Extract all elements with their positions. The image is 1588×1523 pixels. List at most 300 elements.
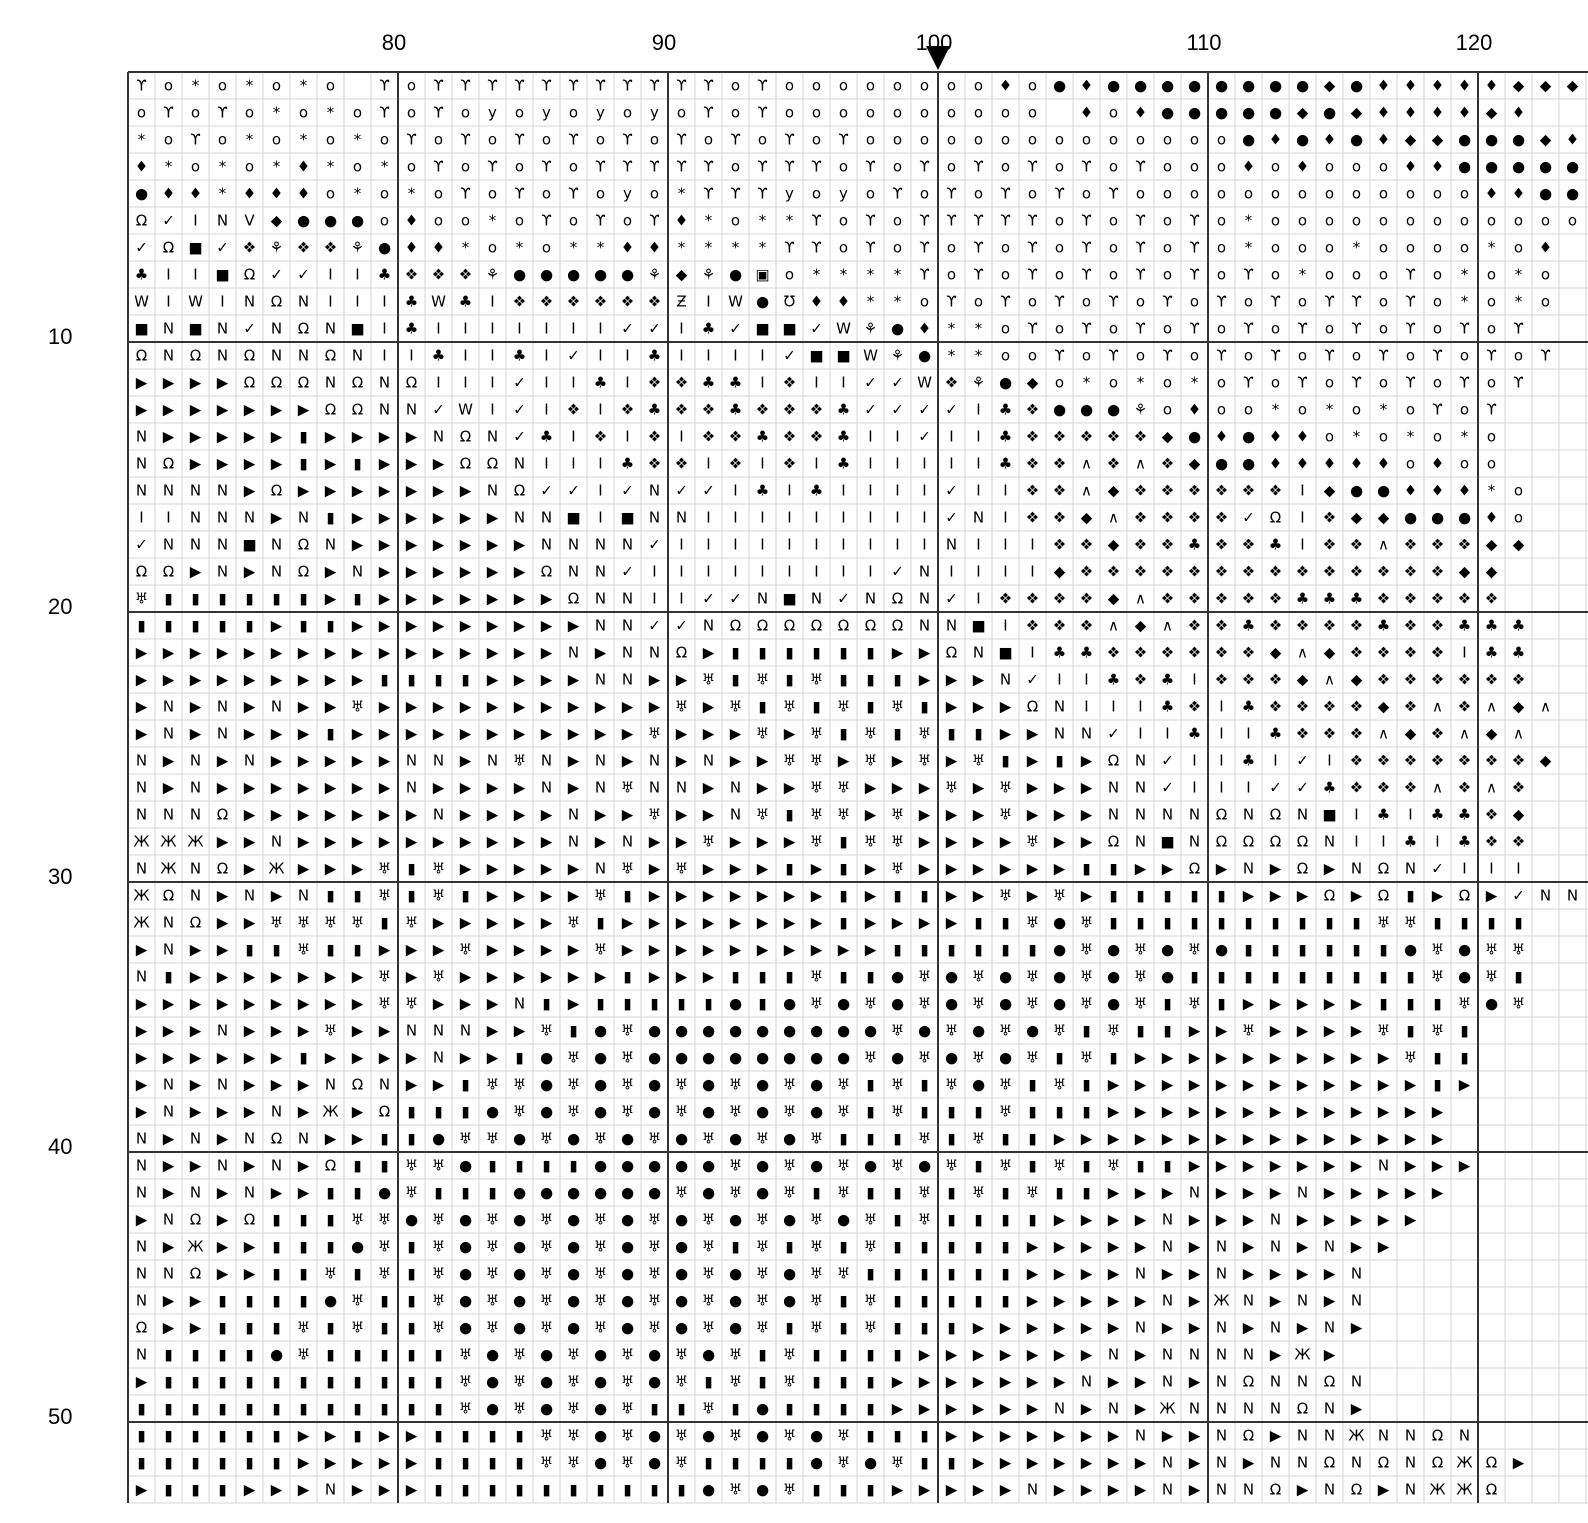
grid-symbol: ❖ [1161,590,1174,608]
grid-symbol: ▶ [1351,1076,1363,1094]
grid-symbol: ♅ [432,1238,445,1256]
grid-symbol: ♣ [1053,644,1066,662]
grid-symbol: ♅ [864,1292,877,1310]
grid-symbol: o [1055,158,1064,176]
grid-symbol: ▶ [136,1211,148,1229]
grid-symbol: * [1407,428,1415,446]
grid-symbol: ◆ [1513,698,1525,716]
grid-symbol: ● [891,968,904,986]
grid-symbol: ▮ [839,1400,847,1418]
grid-symbol: ▶ [325,698,337,716]
grid-symbol: ♅ [432,1319,445,1337]
grid-symbol: ▮ [407,887,415,905]
grid-symbol: ▶ [514,833,526,851]
grid-symbol: ▶ [298,1076,310,1094]
grid-symbol: ♦ [1377,455,1390,473]
grid-symbol: ♅ [945,779,958,797]
grid-symbol: N [271,1103,282,1121]
grid-symbol: ▶ [190,563,202,581]
grid-symbol: N [163,1103,174,1121]
grid-symbol: ● [1323,104,1336,122]
grid-symbol: ▶ [622,725,634,743]
grid-symbol: N [622,536,633,554]
grid-symbol: Ω [1459,887,1470,905]
grid-symbol: o [1298,239,1307,257]
grid-symbol: ● [621,1265,634,1283]
grid-symbol: ▶ [1432,1130,1444,1148]
grid-symbol: ▮ [920,698,928,716]
grid-symbol: ▶ [1243,1238,1255,1256]
grid-symbol: ▶ [1000,1454,1012,1472]
grid-symbol: ▮ [731,671,739,689]
grid-symbol: ● [864,1454,877,1472]
grid-symbol: ▮ [947,1103,955,1121]
grid-symbol: ▶ [1405,1076,1417,1094]
grid-symbol: ❖ [1134,536,1147,554]
grid-symbol: ❖ [459,266,472,284]
grid-symbol: ▶ [487,563,499,581]
grid-symbol: o [1109,158,1118,176]
grid-symbol: ▮ [758,1454,766,1472]
grid-symbol: ▶ [1108,1481,1120,1499]
grid-symbol: ▮ [515,1427,523,1445]
grid-symbol: ✓ [243,320,256,338]
grid-symbol: ▶ [460,1049,472,1067]
grid-symbol: ▶ [1324,1184,1336,1202]
grid-symbol: ▶ [1270,1427,1282,1445]
grid-symbol: o [1379,212,1388,230]
grid-symbol: ▮ [1244,914,1252,932]
grid-symbol: N [1216,1319,1227,1337]
grid-symbol: ▶ [1243,995,1255,1013]
grid-symbol: I [814,374,818,392]
grid-symbol: ϒ [1216,293,1226,311]
grid-symbol: ❖ [1350,536,1363,554]
grid-symbol: Ω [1351,1481,1362,1499]
grid-symbol: ▮ [542,995,550,1013]
grid-symbol: ● [1053,914,1066,932]
grid-symbol: ϒ [541,77,551,95]
grid-symbol: N [271,833,282,851]
grid-symbol: ▶ [487,725,499,743]
grid-symbol: ϒ [1459,320,1469,338]
grid-symbol: I [706,293,710,311]
grid-symbol: ● [837,1211,850,1229]
grid-symbol: o [1568,212,1577,230]
grid-symbol: ● [594,1373,607,1391]
grid-symbol: ▶ [217,968,229,986]
grid-symbol: ▮ [353,1400,361,1418]
grid-symbol: N [1216,1427,1227,1445]
grid-symbol: * [219,185,227,203]
grid-symbol: ϒ [1486,401,1496,419]
grid-symbol: ▶ [919,1373,931,1391]
grid-symbol: I [733,347,737,365]
grid-symbol: ♅ [837,1265,850,1283]
grid-symbol: ♅ [945,1157,958,1175]
grid-symbol: y [542,104,551,122]
grid-symbol: ■ [755,320,769,338]
grid-symbol: Ω [1378,860,1389,878]
grid-symbol: ▶ [1000,1481,1012,1499]
grid-symbol: ♅ [378,995,391,1013]
grid-symbol: ▶ [433,563,445,581]
grid-symbol: N [1162,1481,1173,1499]
grid-symbol: ♅ [405,914,418,932]
grid-symbol: ▶ [730,725,742,743]
grid-symbol: ♅ [1080,941,1093,959]
grid-symbol: ♦ [1296,158,1309,176]
grid-symbol: ● [1566,185,1579,203]
grid-symbol: o [488,131,497,149]
grid-symbol: ϒ [622,77,632,95]
grid-symbol: Ω [487,455,498,473]
grid-symbol: ▶ [1081,779,1093,797]
grid-symbol: ● [621,1130,634,1148]
grid-symbol: ϒ [514,131,524,149]
grid-symbol: ♅ [891,698,904,716]
grid-symbol: Ж [1213,1292,1229,1310]
grid-symbol: ♦ [1431,104,1444,122]
grid-symbol: o [731,212,740,230]
grid-symbol: o [1082,185,1091,203]
grid-symbol: ϒ [1027,239,1037,257]
grid-symbol: N [595,860,606,878]
grid-symbol: ∧ [1108,617,1119,635]
grid-symbol: ▶ [298,644,310,662]
grid-symbol: ▮ [1190,887,1198,905]
grid-symbol: I [328,293,332,311]
grid-symbol: I [706,509,710,527]
grid-symbol: ▶ [676,725,688,743]
grid-symbol: ● [540,1373,553,1391]
grid-symbol: ♅ [405,995,418,1013]
grid-symbol: ♅ [864,725,877,743]
grid-symbol: ▮ [1298,941,1306,959]
grid-symbol: ◆ [1297,671,1309,689]
grid-symbol: ▶ [1189,1427,1201,1445]
grid-symbol: ▶ [676,833,688,851]
grid-symbol: ♅ [675,698,688,716]
grid-symbol: ▮ [488,1454,496,1472]
grid-symbol: ● [594,1184,607,1202]
grid-symbol: * [327,104,335,122]
grid-symbol: ▶ [352,1022,364,1040]
grid-symbol: ♅ [621,860,634,878]
grid-symbol: ♅ [999,779,1012,797]
grid-symbol: ❖ [675,374,688,392]
grid-symbol: ❖ [1458,671,1471,689]
grid-symbol: ϒ [487,77,497,95]
grid-symbol: ▶ [1351,1157,1363,1175]
grid-symbol: ♅ [297,1346,310,1364]
grid-symbol: N [379,1076,390,1094]
grid-symbol: ϒ [541,212,551,230]
grid-symbol: ▶ [1027,779,1039,797]
grid-symbol: ▮ [434,1400,442,1418]
grid-symbol: ▶ [676,752,688,770]
grid-symbol: ✓ [135,239,148,257]
grid-symbol: ♅ [783,1427,796,1445]
grid-symbol: ϒ [1351,320,1361,338]
grid-symbol: ❖ [1026,428,1039,446]
grid-symbol: ▮ [272,1454,280,1472]
grid-symbol: N [1162,1454,1173,1472]
grid-symbol: N [379,401,390,419]
grid-symbol: ◆ [1540,77,1552,95]
grid-symbol: ♅ [783,1373,796,1391]
grid-symbol: ▶ [352,509,364,527]
grid-symbol: ▶ [163,995,175,1013]
grid-symbol: ϒ [433,158,443,176]
grid-symbol: ▶ [1081,1454,1093,1472]
grid-symbol: o [1109,212,1118,230]
grid-symbol: ▶ [1054,1427,1066,1445]
grid-symbol: ❖ [1026,482,1039,500]
grid-symbol: Ω [865,617,876,635]
grid-symbol: ▶ [865,941,877,959]
grid-symbol: ● [1242,428,1255,446]
grid-symbol: ▶ [973,1400,985,1418]
grid-symbol: N [946,536,957,554]
grid-symbol: ◆ [1513,536,1525,554]
grid-symbol: ● [1215,104,1228,122]
grid-symbol: ♅ [729,1373,742,1391]
grid-symbol: ▶ [217,1103,229,1121]
grid-symbol: N [1162,1346,1173,1364]
grid-symbol: I [625,428,629,446]
grid-symbol: ♦ [1377,104,1390,122]
grid-symbol: N [271,347,282,365]
grid-symbol: ▶ [190,968,202,986]
grid-symbol: ▶ [1189,1130,1201,1148]
grid-symbol: ❖ [783,401,796,419]
grid-symbol: ♦ [1080,77,1093,95]
grid-symbol: N [1378,1427,1389,1445]
grid-symbol: ❖ [1458,779,1471,797]
grid-symbol: ▶ [1054,1211,1066,1229]
grid-symbol: ▶ [433,725,445,743]
grid-symbol: N [136,1238,147,1256]
grid-symbol: ▮ [488,1427,496,1445]
grid-symbol: ▶ [1351,1103,1363,1121]
grid-symbol: ♅ [432,1265,445,1283]
grid-symbol: I [193,212,197,230]
grid-symbol: ▮ [326,1400,334,1418]
grid-symbol: ϒ [514,185,524,203]
grid-symbol: ❖ [702,428,715,446]
grid-symbol: ▶ [973,1346,985,1364]
grid-symbol: ϒ [1405,293,1415,311]
grid-symbol: ♅ [540,1265,553,1283]
grid-symbol: ▶ [190,1022,202,1040]
grid-symbol: ▶ [460,860,472,878]
grid-symbol: ▮ [947,1211,955,1229]
grid-symbol: ■ [998,644,1012,662]
grid-symbol: ▮ [839,1481,847,1499]
grid-symbol: ▶ [865,806,877,824]
grid-symbol: ϒ [568,185,578,203]
grid-symbol: N [1243,806,1254,824]
grid-symbol: ♦ [1296,455,1309,473]
grid-symbol: ▮ [245,941,253,959]
grid-symbol: o [1271,320,1280,338]
grid-symbol: ϒ [460,131,470,149]
grid-symbol: ❖ [1053,536,1066,554]
grid-symbol: ▶ [325,455,337,473]
grid-symbol: ❖ [1323,725,1336,743]
grid-symbol: I [1084,671,1088,689]
grid-symbol: o [1217,401,1226,419]
grid-symbol: N [217,347,228,365]
grid-symbol: ▶ [379,779,391,797]
grid-symbol: ▶ [298,1103,310,1121]
grid-symbol: N [595,563,606,581]
column-label: 80 [382,30,406,56]
grid-symbol: N [1216,1238,1227,1256]
grid-symbol: N [136,455,147,473]
grid-symbol: ▶ [379,752,391,770]
grid-symbol: ▶ [1351,1400,1363,1418]
grid-symbol: W [188,293,203,311]
grid-symbol: ▶ [271,1076,283,1094]
grid-symbol: Ω [1108,833,1119,851]
grid-symbol: ▶ [163,671,175,689]
grid-symbol: ▮ [1082,860,1090,878]
grid-symbol: ♅ [1512,995,1525,1013]
grid-symbol: ◆ [1324,482,1336,500]
grid-symbol: I [139,509,143,527]
grid-symbol: N [217,320,228,338]
grid-symbol: N [919,617,930,635]
grid-symbol: ▶ [352,806,364,824]
grid-symbol: ♅ [918,968,931,986]
grid-symbol: ▶ [514,617,526,635]
grid-symbol: ● [540,1400,553,1418]
grid-symbol: ▶ [271,455,283,473]
grid-symbol: ● [1296,131,1309,149]
grid-symbol: ▮ [434,1427,442,1445]
grid-symbol: ♦ [1404,482,1417,500]
grid-symbol: N [1243,1346,1254,1364]
grid-symbol: ▮ [407,1130,415,1148]
grid-symbol: o [1109,131,1118,149]
grid-symbol: ● [297,212,310,230]
grid-symbol: N [1297,1454,1308,1472]
grid-symbol: * [1083,374,1091,392]
grid-symbol: I [949,563,953,581]
grid-symbol: ❖ [1053,482,1066,500]
grid-symbol: ❖ [1215,509,1228,527]
grid-symbol: ▶ [1162,1265,1174,1283]
grid-symbol: ❖ [405,266,418,284]
grid-symbol: ▮ [1406,887,1414,905]
grid-symbol: ▮ [326,1184,334,1202]
grid-symbol: ▮ [515,1157,523,1175]
grid-symbol: N [1108,1346,1119,1364]
grid-symbol: ϒ [1243,266,1253,284]
grid-symbol: ● [1350,482,1363,500]
grid-symbol: ● [648,1184,661,1202]
grid-symbol: ● [729,1130,742,1148]
grid-symbol: ▶ [163,1022,175,1040]
grid-symbol: ▶ [1324,1130,1336,1148]
grid-symbol: I [571,428,575,446]
grid-symbol: ❖ [1404,617,1417,635]
grid-symbol: ● [810,1049,823,1067]
grid-symbol: o [1271,239,1280,257]
grid-symbol: ▮ [812,1373,820,1391]
grid-symbol: ϒ [1351,374,1361,392]
grid-symbol: ▶ [1243,1103,1255,1121]
grid-symbol: ▮ [164,1400,172,1418]
grid-symbol: o [569,158,578,176]
grid-symbol: ✓ [648,536,661,554]
grid-symbol: ▮ [974,1238,982,1256]
grid-symbol: ♅ [729,1427,742,1445]
grid-symbol: ♦ [621,239,634,257]
grid-symbol: ▮ [1109,1049,1117,1067]
grid-symbol: ▮ [272,1427,280,1445]
grid-symbol: ▶ [1027,1238,1039,1256]
grid-symbol: o [353,158,362,176]
grid-symbol: ϒ [1162,347,1172,365]
grid-symbol: ▶ [136,1373,148,1391]
grid-symbol: ❖ [1161,455,1174,473]
grid-symbol: ▶ [1054,779,1066,797]
grid-symbol: ▮ [596,1481,604,1499]
grid-symbol: N [325,536,336,554]
grid-symbol: ♅ [1377,914,1390,932]
grid-symbol: ▮ [947,941,955,959]
grid-symbol: ϒ [703,158,713,176]
grid-symbol: ❖ [999,590,1012,608]
grid-symbol: o [947,77,956,95]
grid-symbol: ● [324,212,337,230]
grid-symbol: Ω [1486,1481,1497,1499]
grid-symbol: ▶ [1108,1454,1120,1472]
grid-symbol: ϒ [811,212,821,230]
grid-symbol: N [568,806,579,824]
grid-symbol: I [1381,833,1385,851]
grid-symbol: I [706,536,710,554]
grid-symbol: ▮ [461,1184,469,1202]
grid-symbol: N [649,482,660,500]
grid-symbol: ♅ [891,833,904,851]
grid-symbol: ♅ [891,806,904,824]
grid-symbol: ▶ [163,428,175,446]
grid-symbol: N [1243,1481,1254,1499]
grid-symbol: ▮ [353,1184,361,1202]
grid-symbol: o [1325,266,1334,284]
grid-symbol: ● [1053,995,1066,1013]
grid-symbol: * [948,347,956,365]
grid-symbol: ● [972,1076,985,1094]
grid-symbol: ▶ [676,671,688,689]
grid-symbol: ▮ [785,671,793,689]
grid-symbol: o [326,77,335,95]
grid-symbol: ♅ [675,1373,688,1391]
grid-symbol: Ω [217,806,228,824]
grid-symbol: ϒ [892,185,902,203]
grid-symbol: ● [1161,941,1174,959]
grid-symbol: ▶ [271,644,283,662]
grid-symbol: ♣ [999,401,1012,419]
grid-symbol: Ω [379,1103,390,1121]
grid-symbol: ▶ [838,752,850,770]
grid-symbol: ▶ [433,698,445,716]
grid-symbol: ● [999,1049,1012,1067]
